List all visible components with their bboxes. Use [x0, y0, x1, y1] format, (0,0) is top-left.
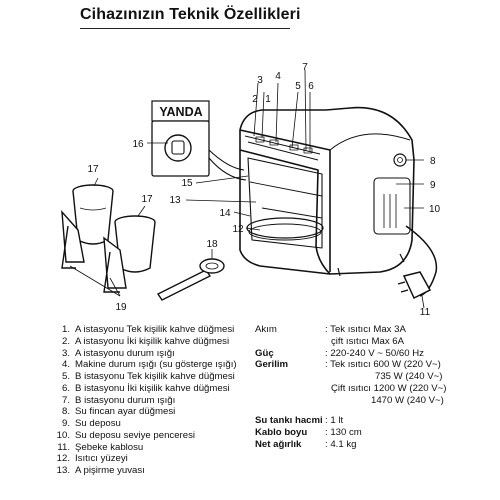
callout-2: 2	[252, 94, 258, 105]
list-item: 4. Makine durum ışığı (su gösterge ışığı)	[61, 359, 237, 371]
callout-10: 10	[429, 204, 441, 215]
parts-list	[52, 324, 237, 477]
callout-6: 6	[308, 81, 314, 92]
spec-value: : Tek ısıtıcı Max 3A	[325, 324, 406, 335]
list-item: 1. A istasyonu Tek kişilik kahve düğmesi	[61, 324, 235, 335]
callout-8: 8	[430, 156, 436, 167]
side-view-label: YANDA	[159, 105, 203, 119]
list-item: 5. B istasyonu Tek kişilik kahve düğmesi	[61, 371, 235, 382]
spec-label: Net ağırlık	[255, 438, 302, 450]
callout-9: 9	[430, 180, 436, 191]
callout-5: 5	[295, 81, 301, 92]
callout-7: 7	[302, 62, 308, 73]
list-item: 6. B istasyonu İki kişilik kahve düğmesi	[61, 382, 230, 394]
callout-14: 14	[219, 208, 231, 219]
spec-label: Akım	[255, 324, 277, 335]
spec-value: çift ısıtıcı Max 6A	[331, 335, 405, 347]
callout-12: 12	[232, 224, 244, 235]
callout-4: 4	[275, 71, 281, 82]
list-item: 10. Su deposu seviye penceresi	[56, 429, 195, 441]
callout-1: 1	[265, 94, 271, 105]
list-item: 7. B istasyonu durum ışığı	[61, 394, 176, 406]
callout-11: 11	[419, 307, 431, 318]
callout-15: 15	[181, 178, 193, 189]
list-item: 2. A istasyonu İki kişilik kahve düğmesi	[61, 335, 230, 347]
page-title: Cihazınızın Teknik Özellikleri	[80, 6, 301, 23]
spec-value: : Tek ısıtıcı 600 W (220 V~)	[325, 359, 441, 371]
callout-13: 13	[169, 195, 181, 206]
measuring-spoon	[158, 259, 224, 300]
callout-17-large-pitcher: 17	[87, 164, 99, 175]
callout-3: 3	[257, 75, 263, 86]
machine-body	[240, 108, 414, 276]
spec-value: : 1 lt	[325, 415, 344, 427]
list-item: 12. Isıtıcı yüzeyi	[56, 453, 128, 465]
spec-value: Çift ısıtıcı 1200 W (220 V~)	[331, 382, 447, 394]
list-item: 9. Su deposu	[61, 418, 121, 429]
spec-value: : 220-240 V ~ 50/60 Hz	[325, 347, 424, 359]
callout-16: 16	[132, 139, 144, 150]
list-item: 8. Su fincan ayar düğmesi	[61, 406, 176, 418]
callout-17-small-pitcher: 17	[141, 194, 153, 205]
list-item: 3. A istasyonu durum ışığı	[61, 347, 175, 359]
spec-value: 735 W (240 V~)	[375, 371, 443, 382]
list-item: 13. A pişirme yuvası	[56, 465, 145, 476]
spec-value: 1470 W (240 V~)	[371, 394, 444, 406]
spec-label: Su tankı hacmi	[255, 415, 323, 427]
spec-label: Kablo boyu	[255, 427, 308, 438]
spec-value: : 4.1 kg	[325, 438, 357, 450]
spec-label: Güç	[255, 347, 274, 359]
list-item: 11. Şebeke kablosu	[57, 441, 144, 453]
spec-label: Gerilim	[255, 359, 289, 371]
callout-18: 18	[206, 239, 218, 250]
callout-19: 19	[115, 302, 127, 313]
spec-value: : 130 cm	[325, 427, 362, 438]
